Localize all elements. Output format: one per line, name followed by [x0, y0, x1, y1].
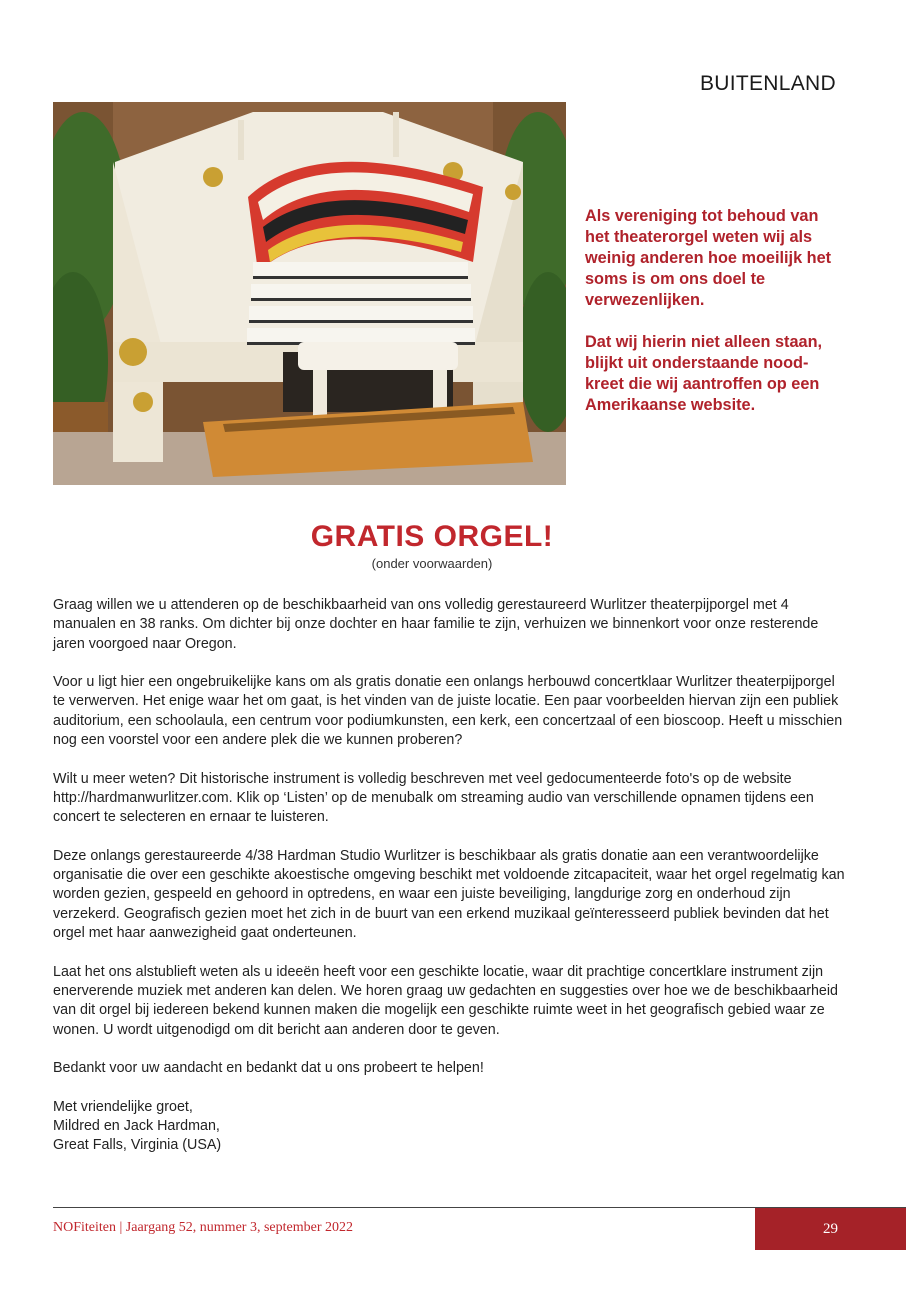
article-paragraph-6: Bedankt voor uw aandacht en bedankt dat u ons probeert te helpen! — [53, 1060, 484, 1077]
page-number-box — [755, 1208, 906, 1250]
subheadline: (onder voorwaarden) — [371, 556, 493, 571]
closing-line-1: Met vriendelijke groet, — [53, 1098, 193, 1115]
article-body — [53, 596, 845, 1175]
closing-signature — [53, 1098, 845, 1156]
intro-paragraph-1: Als vereniging tot behoud van het theaterorgel weten wij als weinig anderen hoe moeilijk het soms is om ons doel te verwezenlijken. — [585, 207, 832, 309]
article-paragraph-2: Voor u ligt hier een ongebruikelijke kans om als gratis donatie een onlangs herbouwd concertklaar Wurlitzer theaterpijporgel te verwerven. Het enige waar het om gaat, is het vinden van de juiste locatie. Een paar voorbeelden hiervan zijn een publiek auditorium, een schoolaula, een centrum voor podiumkunsten, een kerk, een concertzaal of een bioscoop. Heeft u misschien nog een voorstel voor een andere plek die we kunnen proberen? — [53, 674, 843, 749]
article-paragraph-5: Laat het ons alstublieft weten als u ideeën heeft voor een geschikte locatie, waar dit prachtige concertklare instrument zijn enerverende muziek met anderen kan delen. We horen graag uw gedachten en suggesties over hoe we de beschikbaarheid van dit orgel bij iedereen bekend kunnen maken die mogelijk een geschikte ruimte weet in het geografisch gebied waar ze wonen. U wordt uitgenodigd om dit bericht aan anderen door te geven. — [53, 963, 838, 1038]
article-paragraph-4: Deze onlangs gerestaureerde 4/38 Hardman Studio Wurlitzer is beschikbaar als gratis donatie aan een verantwoordelijke organisatie die over een geschikte akoestische omgeving beschikt met voldoende zitcapaciteit, waar het orgel regelmatig kan worden gezien, gespeeld en gehoord in optredens, en waar een juiste beveiliging, langdurige zorg en onderhoud zijn verzekerd. Geografisch gezien moet het zich in de buurt van een erkend muzikaal geïnteresseerd publiek bevinden dat het orgel met haar aanwezigheid gaat onderteunen. — [53, 847, 845, 942]
section-label: BUITENLAND — [699, 72, 836, 95]
intro-box — [585, 206, 845, 437]
footer-publication-info: NOFiteiten | Jaargang 52, nummer 3, september 2022 — [53, 1220, 353, 1235]
intro-paragraph-2: Dat wij hierin niet alleen staan, blijkt uit onderstaande nood-kreet die wij aantroffen op een Amerikaanse website. — [585, 333, 823, 414]
article-paragraph-1: Graag willen we u attenderen op de beschikbaarheid van ons volledig gerestaureerd Wurlitzer theaterpijporgel met 4 manualen en 38 ranks. Om dichter bij onze dochter en haar familie te zijn, verhuizen we binnenkort voor onze resterende jaren voorgoed naar Oregon. — [53, 597, 819, 652]
headline: GRATIS ORGEL! — [310, 520, 554, 553]
closing-line-2: Mildred en Jack Hardman, — [53, 1118, 220, 1135]
page-number: 29 — [823, 1220, 838, 1237]
organ-console-photo — [53, 102, 566, 485]
article-paragraph-3: Wilt u meer weten? Dit historische instrument is volledig beschreven met veel gedocumenteerde foto's op de website http://hardmanwurlitzer.com. Klik op ‘Listen’ op de menubalk om streaming audio van verschillende opnamen tijdens een concert te selecteren en ernaar te luisteren. — [53, 770, 814, 826]
closing-line-3: Great Falls, Virginia (USA) — [53, 1137, 222, 1154]
